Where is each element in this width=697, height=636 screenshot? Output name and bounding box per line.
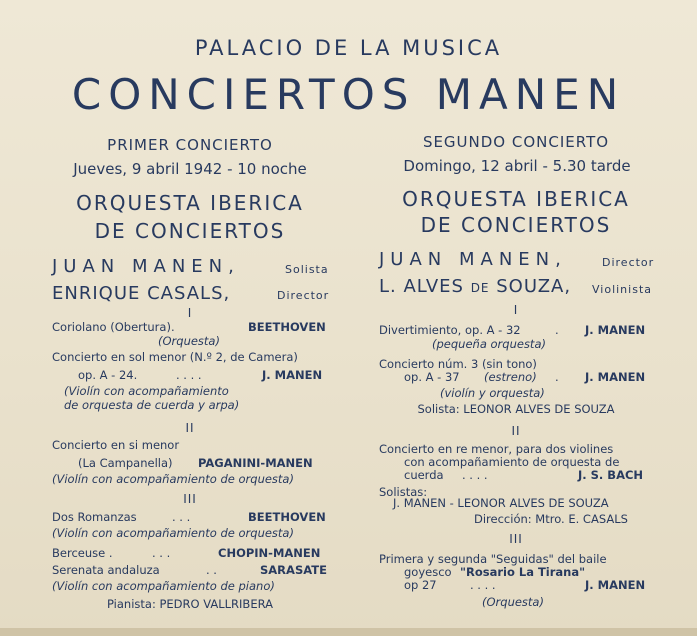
- right-p2-work1-composer: J. S. BACH: [578, 468, 644, 482]
- right-p3-work1-dots: . . . .: [470, 578, 496, 592]
- left-p1-work2-opus: op. A - 24.: [78, 368, 138, 382]
- page-title: CONCIERTOS MANEN: [71, 70, 626, 119]
- right-p1-work2-note: (violín y orquesta): [440, 386, 545, 400]
- left-p3-work2-dots: . . .: [152, 546, 171, 560]
- left-p3-work3-composer: SARASATE: [260, 563, 327, 577]
- right-p2-work1-line3: cuerda: [404, 468, 444, 482]
- right-p1-work1: Divertimiento, op. A - 32: [379, 323, 521, 337]
- right-p1-work1-note: (pequeña orquesta): [432, 337, 546, 351]
- right-p3-work1-line2b: "Rosario La Tirana": [460, 565, 586, 579]
- left-concert-heading: PRIMER CONCIERTO: [107, 136, 273, 154]
- right-soloist: Solista: LEONOR ALVES DE SOUZA: [417, 402, 615, 416]
- right-p1-work2-dot: .: [555, 370, 559, 384]
- left-p3-work1-note: (Violín con acompañamiento de orquesta): [52, 526, 294, 540]
- left-orchestra-line1: ORQUESTA IBERICA: [76, 191, 304, 215]
- right-p2-work1-line2: con acompañamiento de orquesta de: [404, 455, 620, 469]
- left-p1-work2-note2: de orquesta de cuerda y arpa): [64, 398, 240, 412]
- left-pianist: Pianista: PEDRO VALLRIBERA: [107, 597, 273, 611]
- right-artist2-role: Violinista: [592, 283, 652, 296]
- left-artist1-role: Solista: [285, 263, 329, 276]
- right-p3-work1-line2a: goyesco: [404, 565, 452, 579]
- left-p2-work1-sub: (La Campanella): [78, 456, 173, 470]
- left-p1-work2-composer: J. MANEN: [262, 368, 323, 382]
- right-p1-work2: Concierto núm. 3 (sin tono): [379, 357, 537, 371]
- right-soloists-label: Solistas:: [379, 485, 428, 499]
- right-p2-work1-dots: . . . .: [462, 468, 488, 482]
- right-part2-number: II: [511, 424, 521, 438]
- left-artist2-name: ENRIQUE CASALS,: [52, 283, 231, 304]
- right-concert-date: Domingo, 12 abril - 5.30 tarde: [403, 157, 631, 175]
- right-direction: Dirección: Mtro. E. CASALS: [474, 512, 628, 526]
- left-p3-work1: Dos Romanzas: [52, 510, 137, 524]
- left-p1-work2-note1: (Violín con acompañamiento: [64, 384, 229, 398]
- left-p3-work2-composer: CHOPIN-MANEN: [218, 546, 321, 560]
- right-p1-work2-composer: J. MANEN: [585, 370, 646, 384]
- left-concert-date: Jueves, 9 abril 1942 - 10 noche: [73, 160, 307, 178]
- right-p3-work1-line1: Primera y segunda "Seguidas" del baile: [379, 552, 607, 566]
- right-part1-number: I: [513, 303, 519, 317]
- left-artist2-role: Director: [277, 289, 330, 302]
- left-part2-number: II: [185, 421, 195, 435]
- right-soloists-names: J. MANEN - LEONOR ALVES DE SOUZA: [393, 496, 609, 510]
- right-p1-work2-opus: op. A - 37: [404, 370, 460, 384]
- left-p2-work1-composer: PAGANINI-MANEN: [198, 456, 313, 470]
- left-orchestra-line2: DE CONCIERTOS: [94, 219, 286, 243]
- left-p3-work3-note: (Violín con acompañamiento de piano): [52, 579, 275, 593]
- right-orchestra-line1: ORQUESTA IBERICA: [402, 187, 630, 211]
- right-artist2-name-c: SOUZA,: [496, 276, 572, 297]
- left-p2-work1: Concierto en si menor: [52, 438, 180, 452]
- paper-bottom-edge: [0, 628, 697, 636]
- left-p1-work2-dots: . . . .: [176, 368, 202, 382]
- left-artist1-name: JUAN MANEN,: [52, 256, 240, 277]
- left-p1-work2: Concierto en sol menor (N.º 2, de Camera): [52, 350, 298, 364]
- left-part3-number: III: [183, 492, 197, 506]
- left-p3-work1-composer: BEETHOVEN: [248, 510, 326, 524]
- right-p1-work1-dot: .: [555, 323, 559, 337]
- right-p2-work1-line1: Concierto en re menor, para dos violines: [379, 442, 614, 456]
- right-p3-work1-composer: J. MANEN: [585, 578, 646, 592]
- right-artist1-role: Director: [602, 256, 655, 269]
- right-concert-heading: SEGUNDO CONCIERTO: [422, 133, 610, 151]
- left-p1-work1-composer: BEETHOVEN: [248, 320, 326, 334]
- right-part3-number: III: [509, 532, 523, 546]
- left-p1-work1: Coriolano (Obertura).: [52, 320, 175, 334]
- right-p1-work1-composer: J. MANEN: [585, 323, 646, 337]
- left-part1-number: I: [187, 306, 193, 320]
- left-p2-work1-note: (Violín con acompañamiento de orquesta): [52, 472, 294, 486]
- right-artist2-name-b: DE: [470, 281, 490, 295]
- left-p3-work3: Serenata andaluza: [52, 563, 160, 577]
- venue-name: PALACIO DE LA MUSICA: [194, 36, 503, 60]
- right-artist1-name: JUAN MANEN,: [379, 249, 567, 270]
- left-p3-work1-dots: . . .: [172, 510, 191, 524]
- right-artist2-name: [379, 276, 571, 297]
- left-p1-work1-note: (Orquesta): [158, 334, 220, 348]
- right-p3-work1-note: (Orquesta): [482, 595, 544, 609]
- left-p3-work2: Berceuse .: [52, 546, 113, 560]
- right-p3-work1-line3a: op 27: [404, 578, 437, 592]
- right-p1-work2-premiere: (estreno): [484, 370, 537, 384]
- right-artist2-name-a: L. ALVES: [379, 276, 464, 297]
- right-orchestra-line2: DE CONCIERTOS: [420, 213, 612, 237]
- left-p3-work3-dots: . .: [206, 563, 217, 577]
